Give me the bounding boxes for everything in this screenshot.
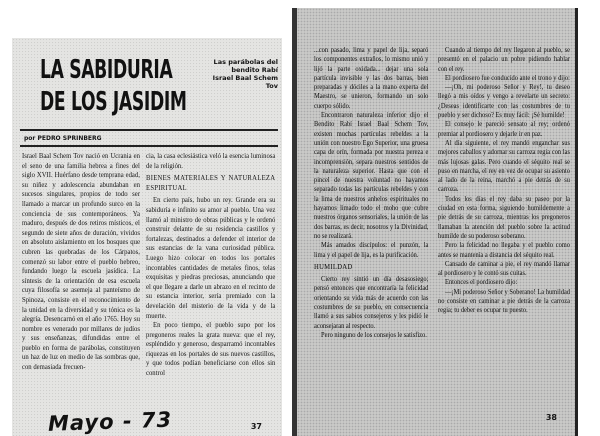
- right-page: [292, 8, 578, 436]
- title-line-2: DE LOS JASIDIM: [40, 87, 187, 117]
- rule-bottom: [20, 145, 278, 147]
- paragraph: Cierto rey sintió un día desasosiego; pensó entonces que encontraría la felicidad orientando su vida más de acuerdo con las costumbres de su pueblo, en consecuencia llamó a sus sabios consejeros y les pidió le aconsejaran al respecto.: [314, 274, 429, 330]
- right-column-2: [438, 45, 570, 315]
- paragraph: Pero ninguno de los consejos le satisfizo.: [321, 329, 427, 339]
- paragraph: —¡Mi poderoso Señor y Soberano! La humildad no consiste en caminar a pie detrás de la carroza regia; tu deber es ocupar tu puesto.: [438, 286, 570, 315]
- handwritten-note: Mayo - 73: [47, 407, 173, 436]
- left-column-1-wrap: [22, 151, 173, 436]
- page-number: 38: [545, 413, 557, 422]
- right-column-1-wrap: [314, 45, 428, 425]
- paragraph: cia, la casa eclesiástica veló la esencia luminosa de la religión.: [146, 151, 276, 170]
- paragraph: Cansado de caminar a pie, el rey mandó llamar al pordiosero y le contó sus cuitas.: [438, 258, 570, 278]
- byline: por PEDRO SPRINBERG: [24, 135, 102, 142]
- page-number: 37: [250, 422, 262, 431]
- paragraph: Al día siguiente, el rey mandó enganchar sus mejores caballos y adornar su carroza regia con las más lujosas galas. Pero cuando el séquito real se puso en marcha, el rey en vez de ocupar su asiento al lado de la reina, marchó a pie detrás de su carroza.: [438, 137, 570, 194]
- right-column-2-wrap: [438, 45, 571, 423]
- article-title: [40, 54, 187, 118]
- paragraph: El pordiosero fue conducido ante el trono y dijo:: [445, 72, 570, 82]
- left-column-2-wrap: [146, 151, 276, 432]
- paragraph: En cierto país, hubo un rey. Grande era su sabiduría e infinito su amor al pueblo. Una vez llamó al ministro de obras públicas y le ordenó construir delante de su residencia castillos y fortalezas, destinados a defender el interior de sus estancias de la vana curiosidad pública. Luego hizo colocar en todos los portales incontables cantidades de metales finos, telas exquisitas y piedras preciosas, anunciando que el que llegare a darle un abrazo en el recinto de su estancia interior, sería premiado con la develación del misterio de la vida y de la muerte.: [146, 195, 276, 320]
- left-page: [12, 38, 282, 436]
- left-column-2: [146, 151, 275, 378]
- paragraph: El consejo le pareció sensato al rey; ordenó premiar al pordiosero y dejarle ir en paz.: [438, 119, 570, 138]
- paragraph: Encontraron naturaleza inferior dijo el Bendito Rabí Israel Baal Schem Tov, existen muchas partículas rebeldes a la unión con nuestro Ego Superior, una gruesa capa de orín, formada por nuestra pereza e incomprensión, separa nuestros sentidos de la naturaleza superior. Hasta que con el pincel de nuestra voluntad no hayamos separado todas las partículas rebeldes y con la lima de nuestros anhelos espirituales no hayamos limado todo el moho que cubre nuestros órganos sensoriales, la unión de las dos barras, es decir, nosotros y la Divinidad, no se realizará.: [314, 110, 429, 240]
- rule-top: [20, 129, 278, 131]
- section-heading: HUMILDAD: [314, 261, 353, 271]
- subtitle: Las parábolas del bendito Rabí Israel Baal Schem Tov: [212, 58, 278, 90]
- paragraph: Más amados discípulos: el punzón, la lima y el papel de lija, es la purificación.: [314, 240, 429, 259]
- paragraph: Todos los días el rey daba su paseo por la ciudad en esta forma, siguiendo humildemente a pie detrás de su carroza, mientras los pregoneros llamaban la atención del pueblo sobre la actitud humilde de su poderoso soberano.: [438, 193, 570, 240]
- paragraph: —¡Oh, mi poderoso Señor y Rey!, tu deseo llegó a mis oídos y vengo a revelarte un secreto: ¿Deseas identificarte con las costumbres de tu pueblo y ser dichoso? Es muy fácil: ¡Sé humilde!: [438, 82, 570, 120]
- paragraph: Cuando al tiempo del rey llegaron al pueblo, se presentó en el palacio un pobre pidiendo hablar con el rey.: [438, 45, 570, 73]
- paragraph: Entonces el pordiosero dijo:: [445, 277, 518, 287]
- section-heading: BIENES MATERIALES Y NATURALEZA ESPIRITUAL: [146, 173, 276, 192]
- left-column-1: [22, 151, 140, 372]
- title-line-1: LA SABIDURIA: [40, 55, 173, 85]
- paragraph: Israel Baal Schem Tov nació en Ucrania en el seno de una familia hebrea a fines del siglo XVII. Huérfano desde temprana edad, su niñez y adolescencia abundaban en sucesos singulares, propios de todo ser llamado a marcar un profundo surco en la conciencia de sus contemporáneos. Ya maduro, después de dos retiros místicos, el segundo de siete años de duración, vividos en absoluto aislamiento en los bosques que cubren las quebradas de los Cárpatos, comenzó su labor entre el pueblo hebreo, fundando luego la escuela jasídica. La síntesis de la orientación de esa escuela cuya filosofía se asemeja al panteísmo de Spinoza, consiste en el reconocimiento de la unidad en la diversidad y su tónica es la alegría. Desencarnó en el año 1765. Hoy su nombre es venerado por millares de judíos y sus enseñanzas, difundidas entre el pueblo en forma de parábolas, constituyen un haz de luz en medio de las sombras que, con demasiada frecuen-: [22, 151, 140, 372]
- paragraph: Pero la felicidad no llegaba y el pueblo como antes se mantenía a distancia del séquito real.: [438, 240, 570, 259]
- right-column-1: [314, 45, 428, 339]
- paragraph: En poco tiempo, el pueblo supo por los pregoneros reales la grata nueva: que el rey, espléndido y generoso, desparramó incontables riquezas en los portales de sus nuevos castillos, y que todos podían beneficiarse con ellos sin control: [146, 320, 276, 378]
- paragraph: ...con pasado, lima y papel de lija, separó los componentes extraños, lo mismo unió y lijó la parte oxidada... dejar una sola partícula invisible y las dos barras, bien preparadas y dóciles a la mano experta del Maestro, se unieron, formando un solo cuerpo sólido.: [314, 45, 429, 110]
